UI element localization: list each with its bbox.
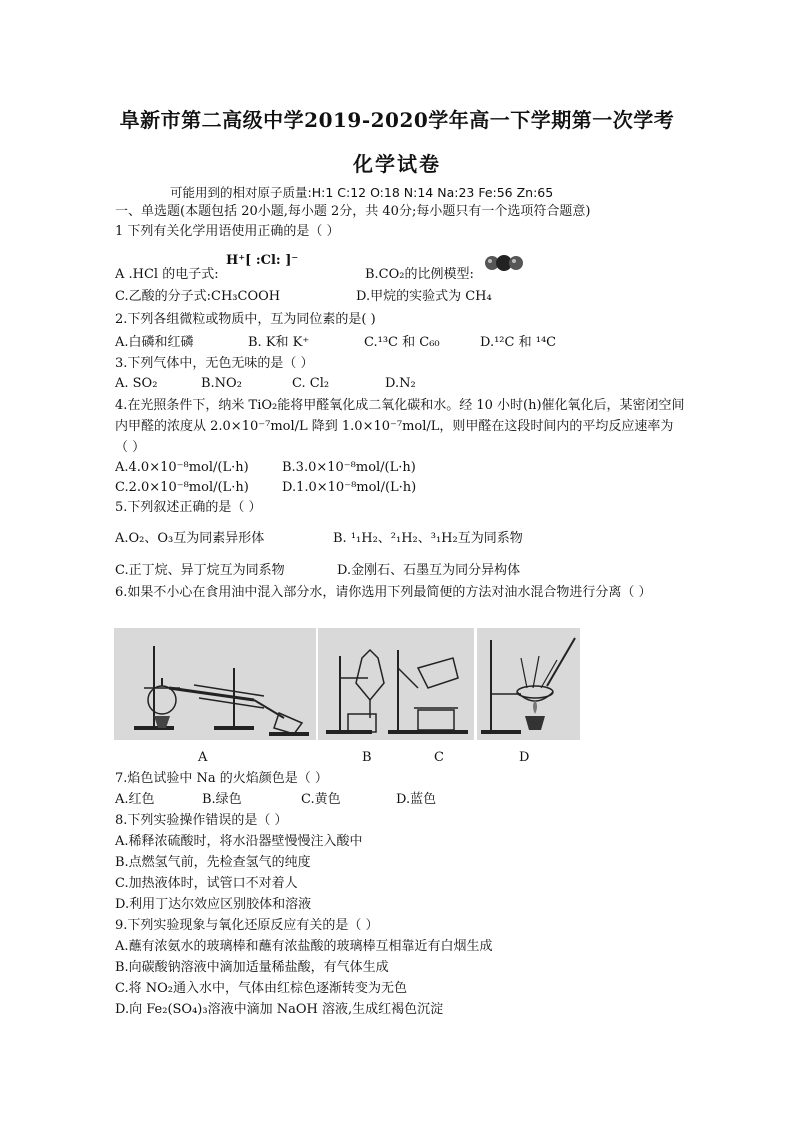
q7-option-d: D.蓝色 xyxy=(396,792,437,807)
distillation-apparatus-drawing xyxy=(114,628,316,740)
q7-option-c: C.黄色 xyxy=(301,792,341,807)
figure-label-c: C xyxy=(434,750,444,765)
q2-option-c: C.¹³C 和 C₆₀ xyxy=(364,335,440,350)
q9-option-b: B.向碳酸钠溶液中滴加适量稀盐酸，有气体生成 xyxy=(115,960,389,975)
question-3: 3.下列气体中，无色无味的是（ ） xyxy=(115,356,314,371)
q1-option-a: A .HCl 的电子式: xyxy=(115,267,219,282)
q4-option-b: B.3.0×10⁻⁸mol/(L·h) xyxy=(282,460,416,475)
q8-option-b: B.点燃氢气前，先检查氢气的纯度 xyxy=(115,855,311,870)
separating-funnel-and-filtration-drawing xyxy=(318,628,474,740)
q4-option-d: D.1.0×10⁻⁸mol/(L·h) xyxy=(282,480,417,495)
q7-option-a: A.红色 xyxy=(115,792,155,807)
apparatus-d-evaporation-image xyxy=(477,628,580,740)
q1-option-d: D.甲烷的实验式为 CH₄ xyxy=(356,289,492,304)
question-5: 5.下列叙述正确的是（ ） xyxy=(115,500,262,515)
figure-label-b: B xyxy=(362,750,372,765)
q4-option-c: C.2.0×10⁻⁸mol/(L·h) xyxy=(115,480,249,495)
figure-label-a: A xyxy=(198,750,208,765)
q5-option-d: D.金刚石、石墨互为同分异构体 xyxy=(337,563,521,578)
q9-option-c: C.将 NO₂通入水中，气体由红棕色逐渐转变为无色 xyxy=(115,981,407,996)
q4-option-a: A.4.0×10⁻⁸mol/(L·h) xyxy=(115,460,249,475)
section-heading: 一、单选题(本题包括 20小题,每小题 2分，共 40分;每小题只有一个选项符合题意) xyxy=(115,204,591,219)
question-6: 6.如果不小心在食用油中混入部分水，请你选用下列最简便的方法对油水混合物进行分离（ ） xyxy=(115,585,652,600)
q1-option-b: B.CO₂的比例模型: xyxy=(365,267,474,282)
hcl-electron-formula: H⁺[ :Cl: ]⁻ xyxy=(226,253,299,268)
q2-option-d: D.¹²C 和 ¹⁴C xyxy=(480,335,557,350)
co2-space-filling-model-image xyxy=(481,253,527,273)
question-8: 8.下列实验操作错误的是（ ） xyxy=(115,813,288,828)
q3-option-a: A. SO₂ xyxy=(115,376,158,391)
apparatus-a-distillation-image xyxy=(114,628,316,740)
atomic-mass-note: 可能用到的相对原子质量:H:1 C:12 O:18 N:14 Na:23 Fe:56 Zn:65 xyxy=(170,185,554,200)
figure-label-d: D xyxy=(519,750,530,765)
question-7: 7.焰色试验中 Na 的火焰颜色是（ ） xyxy=(115,771,328,786)
question-9: 9.下列实验现象与氧化还原反应有关的是（ ） xyxy=(115,918,379,933)
q3-option-c: C. Cl₂ xyxy=(292,376,330,391)
question-4: 4.在光照条件下，纳米 TiO₂能将甲醛氧化成二氧化碳和水。经 10 小时(h)催化氧化后，某密闭空间内甲醛的浓度从 2.0×10⁻⁷mol/L 降到 1.0×10⁻⁷mol/L，则甲醛在这段时间内的平均反应速率为（ ） xyxy=(115,398,685,455)
q5-option-c: C.正丁烷、异丁烷互为同系物 xyxy=(115,563,285,578)
q8-option-d: D.利用丁达尔效应区别胶体和溶液 xyxy=(115,897,312,912)
question-1: 1 下列有关化学用语使用正确的是（ ） xyxy=(115,224,340,239)
q3-option-d: D.N₂ xyxy=(385,376,416,391)
q7-option-b: B.绿色 xyxy=(202,792,242,807)
q1-option-c: C.乙酸的分子式:CH₃COOH xyxy=(115,289,281,304)
q5-option-a: A.O₂、O₃互为同素异形体 xyxy=(115,531,265,546)
apparatus-bc-separation-image xyxy=(318,628,474,740)
q2-option-a: A.白磷和红磷 xyxy=(115,335,194,350)
q9-option-d: D.向 Fe₂(SO₄)₃溶液中滴加 NaOH 溶液,生成红褐色沉淀 xyxy=(115,1002,444,1017)
q8-option-c: C.加热液体时，试管口不对着人 xyxy=(115,876,298,891)
exam-title: 阜新市第二高级中学2019-2020学年高一下学期第一次学考 xyxy=(119,108,675,132)
evaporation-apparatus-drawing xyxy=(477,628,580,740)
q8-option-a: A.稀释浓硫酸时，将水沿器壁慢慢注入酸中 xyxy=(115,834,363,849)
q3-option-b: B.NO₂ xyxy=(201,376,242,391)
q2-option-b: B. K和 K⁺ xyxy=(248,335,310,350)
q5-option-b: B. ¹₁H₂、²₁H₂、³₁H₂互为同系物 xyxy=(333,531,523,546)
q9-option-a: A.蘸有浓氨水的玻璃棒和蘸有浓盐酸的玻璃棒互相靠近有白烟生成 xyxy=(115,939,493,954)
question-2: 2.下列各组微粒或物质中，互为同位素的是( ) xyxy=(115,312,376,327)
exam-subtitle: 化学试卷 xyxy=(353,152,441,176)
